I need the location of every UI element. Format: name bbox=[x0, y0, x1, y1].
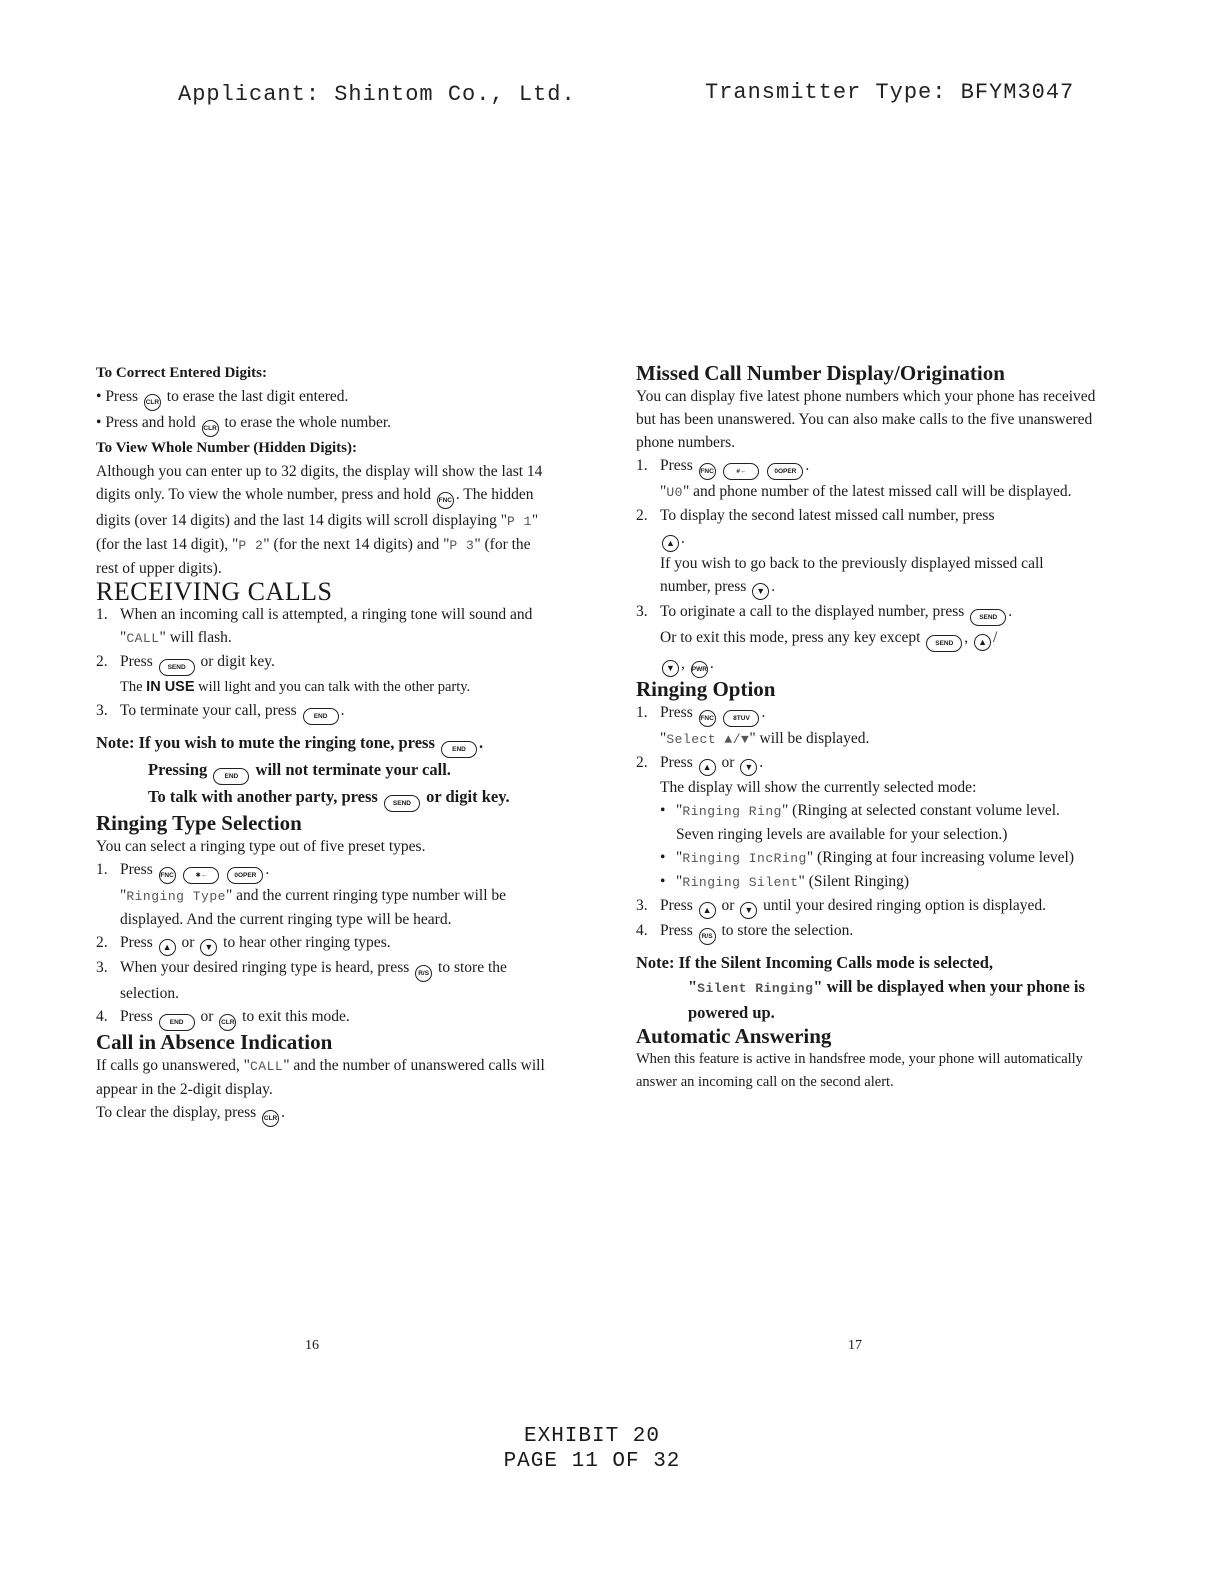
view-whole-title: To View Whole Number (Hidden Digits): bbox=[96, 440, 357, 456]
up-arrow-icon: ▲ bbox=[699, 759, 716, 776]
send-key-icon: SEND bbox=[384, 795, 420, 812]
receiving-step-2: 2. Press SEND or digit key. bbox=[96, 650, 556, 676]
fnc-key-icon: FNC bbox=[699, 463, 716, 480]
correct-digits-title: To Correct Entered Digits: bbox=[96, 365, 267, 381]
page-number-left: 16 bbox=[305, 1338, 319, 1353]
left-column bbox=[96, 362, 556, 1127]
down-arrow-icon: ▼ bbox=[752, 583, 769, 600]
missed-call-heading: Missed Call Number Display/Origination bbox=[636, 361, 1005, 385]
ringing-type-step-1-detail: "Ringing Type" and the current ringing type number will be displayed. And the current ringing type will be heard. bbox=[120, 887, 507, 928]
up-arrow-icon: ▲ bbox=[974, 634, 991, 651]
call-absence-heading: Call in Absence Indication bbox=[96, 1030, 333, 1054]
rs-key-icon: R/S bbox=[699, 928, 716, 945]
view-whole-text: Although you can enter up to 32 digits, the display will show the last 14 digits only. To view the whole number, press and hold FNC . The hidden digits (over 14 digits) and the last 14 digits will scroll displaying "P 1" (for the last 14 digit), "P 2" (for the next 14 digits) and "P 3" (for the rest of upper digits). bbox=[96, 463, 543, 577]
ringing-type-intro: You can select a ringing type out of five preset types. bbox=[96, 838, 426, 855]
right-column bbox=[636, 362, 1096, 1094]
receiving-calls-heading: RECEIVING CALLS bbox=[96, 577, 333, 606]
mode-bullet-ring: • "Ringing Ring" (Ringing at selected constant volume level. Seven ringing levels are available for your selection.) bbox=[660, 802, 1060, 843]
clr-key-icon: CLR bbox=[262, 1110, 279, 1127]
eight-tuv-key-icon: 8TUV bbox=[723, 710, 759, 727]
ringing-option-step-4: 4. Press R/S to store the selection. bbox=[636, 919, 1096, 945]
page-number-right: 17 bbox=[848, 1338, 862, 1353]
zero-oper-key-icon: 0OPER bbox=[227, 867, 263, 884]
exhibit-label: EXHIBIT 20 PAGE 11 OF 32 bbox=[503, 1425, 681, 1473]
end-key-icon: END bbox=[303, 708, 339, 725]
end-key-icon: END bbox=[441, 741, 477, 758]
call-absence-clear: To clear the display, press CLR . bbox=[96, 1101, 556, 1127]
ringing-option-step-1-detail: "Select ▲/▼" will be displayed. bbox=[660, 730, 870, 747]
rs-key-icon: R/S bbox=[415, 965, 432, 982]
ringing-option-step-2: 2. Press ▲ or ▼ . bbox=[636, 751, 1096, 776]
send-key-icon: SEND bbox=[159, 659, 195, 676]
ringing-option-step-3: 3. Press ▲ or ▼ until your desired ringing option is displayed. bbox=[636, 894, 1096, 919]
down-arrow-icon: ▼ bbox=[740, 759, 757, 776]
missed-step-1: 1. Press FNC #← 0OPER . bbox=[636, 454, 1096, 480]
down-arrow-icon: ▼ bbox=[740, 902, 757, 919]
correct-bullet-1: • Press CLR to erase the last digit entered. bbox=[96, 385, 556, 411]
ringing-option-step-1: 1. Press FNC 8TUV . bbox=[636, 701, 1096, 727]
call-absence-text: If calls go unanswered, "CALL" and the number of unanswered calls will appear in the 2-digit display. bbox=[96, 1057, 545, 1098]
end-key-icon: END bbox=[159, 1014, 195, 1031]
ringing-option-step-2-detail: The display will show the currently selected mode: bbox=[660, 779, 977, 796]
ringing-type-step-4: 4. Press END or CLR to exit this mode. bbox=[96, 1005, 556, 1031]
up-arrow-icon: ▲ bbox=[662, 535, 679, 552]
down-arrow-icon: ▼ bbox=[662, 660, 679, 677]
transmitter-header: Transmitter Type: BFYM3047 bbox=[705, 80, 1075, 105]
down-arrow-icon: ▼ bbox=[200, 939, 217, 956]
correct-bullet-2: • Press and hold CLR to erase the whole number. bbox=[96, 411, 556, 437]
star-key-icon: ✱← bbox=[183, 867, 219, 884]
missed-step-2: 2. To display the second latest missed call number, press ▲ . bbox=[636, 504, 1096, 552]
missed-step-1-detail: "U0" and phone number of the latest missed call will be displayed. bbox=[660, 483, 1072, 500]
note-silent-mode: Note: If the Silent Incoming Calls mode is selected, "Silent Ringing" will be displayed when your phone is powered up. bbox=[636, 953, 1085, 1022]
note-mute-ringing: Note: If you wish to mute the ringing tone, press END . Pressing END will not terminate your call. To talk with another party, press SEND or digit key. bbox=[96, 731, 556, 812]
fnc-key-icon: FNC bbox=[437, 492, 454, 509]
ringing-type-step-1: 1. Press FNC ✱← 0OPER . bbox=[96, 858, 556, 884]
send-key-icon: SEND bbox=[970, 609, 1006, 626]
receiving-step-3: 3. To terminate your call, press END . bbox=[96, 699, 556, 725]
ringing-type-step-2: 2. Press ▲ or ▼ to hear other ringing types. bbox=[96, 931, 556, 956]
missed-step-3: 3. To originate a call to the displayed number, press SEND . bbox=[636, 600, 1096, 626]
send-key-icon: SEND bbox=[926, 635, 962, 652]
clr-key-icon: CLR bbox=[144, 394, 161, 411]
receiving-step-2-detail: The IN USE will light and you can talk with the other party. bbox=[120, 679, 471, 695]
ringing-type-step-3: 3. When your desired ringing type is heard, press R/S to store the selection. bbox=[96, 959, 507, 1002]
receiving-step-1: 1. When an incoming call is attempted, a ringing tone will sound and "CALL" will flash. bbox=[96, 606, 533, 646]
automatic-answering-heading: Automatic Answering bbox=[636, 1024, 832, 1048]
clr-key-icon: CLR bbox=[219, 1014, 236, 1031]
end-key-icon: END bbox=[213, 768, 249, 785]
applicant-header: Applicant: Shintom Co., Ltd. bbox=[178, 82, 576, 107]
up-arrow-icon: ▲ bbox=[699, 902, 716, 919]
mode-bullet-incring: • "Ringing IncRing" (Ringing at four increasing volume level) bbox=[660, 849, 1075, 866]
missed-step-2-detail: If you wish to go back to the previously displayed missed call number, press ▼ . bbox=[636, 552, 1096, 600]
clr-key-icon: CLR bbox=[202, 420, 219, 437]
hash-key-icon: #← bbox=[723, 463, 759, 480]
ringing-type-heading: Ringing Type Selection bbox=[96, 811, 302, 835]
fnc-key-icon: FNC bbox=[699, 710, 716, 727]
mode-bullet-silent: • "Ringing Silent" (Silent Ringing) bbox=[660, 873, 910, 890]
automatic-answering-text: When this feature is active in handsfree mode, your phone will automatically answer an incoming call on the second alert. bbox=[636, 1051, 1083, 1090]
fnc-key-icon: FNC bbox=[159, 867, 176, 884]
pwr-key-icon: PWR bbox=[691, 661, 708, 678]
missed-call-intro: You can display five latest phone numbers which your phone has received but has been unanswered. You can also make calls to the five unanswered phone numbers. bbox=[636, 388, 1096, 451]
zero-oper-key-icon: 0OPER bbox=[767, 463, 803, 480]
ringing-option-heading: Ringing Option bbox=[636, 677, 776, 701]
missed-step-3-detail: Or to exit this mode, press any key except SEND , ▲ / ▼ , PWR . bbox=[636, 626, 1096, 678]
up-arrow-icon: ▲ bbox=[159, 939, 176, 956]
